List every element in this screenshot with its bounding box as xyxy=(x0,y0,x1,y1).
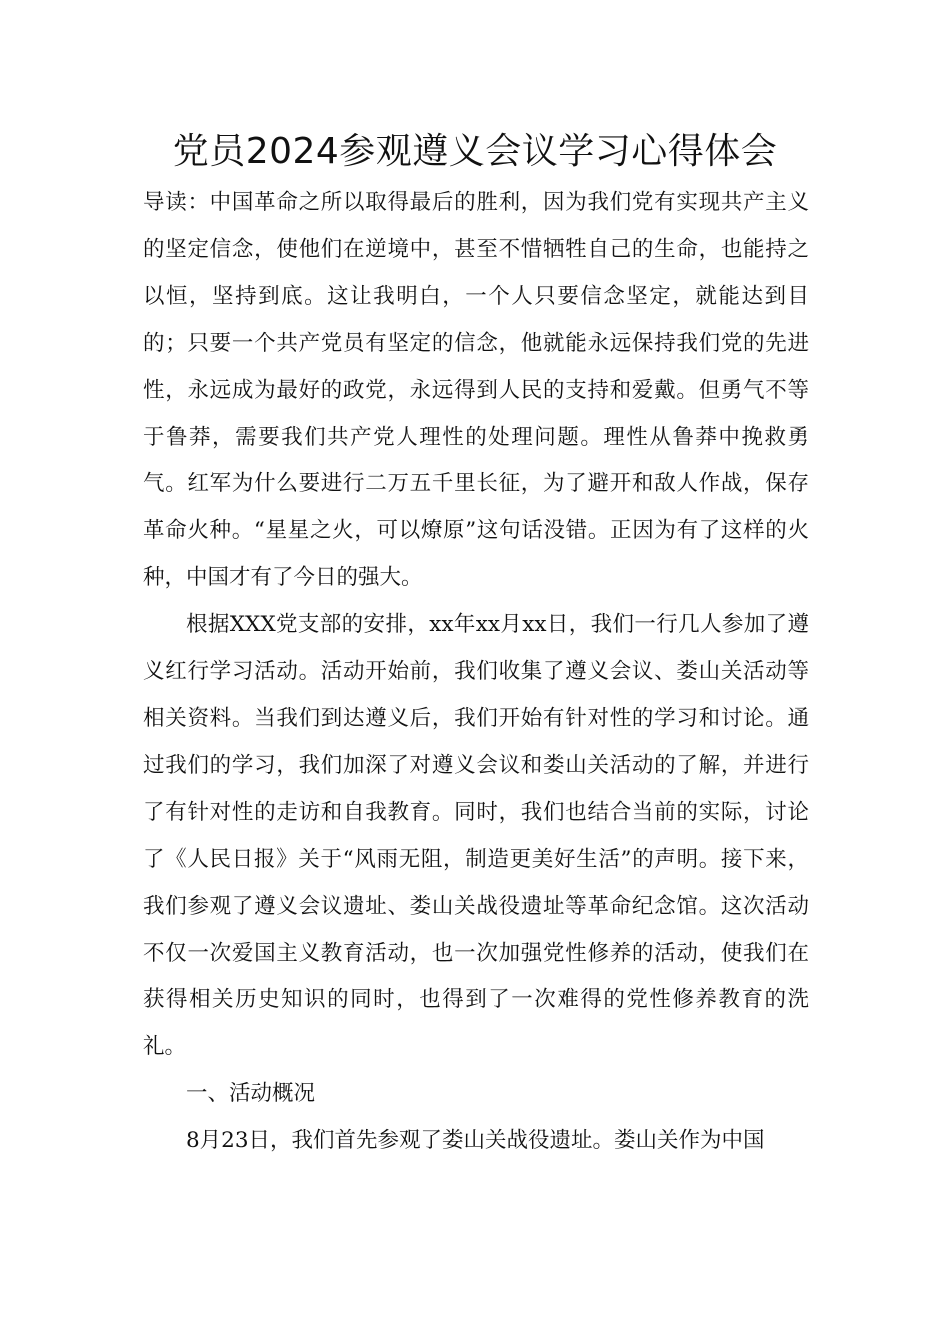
section-heading-overview: 一、活动概况 xyxy=(186,1081,316,1107)
paragraph-activity: 根据XXX党支部的安排，xx年xx月xx日，我们一行几人参加了遵义红行学习活动。活动开始前，我们收集了遵义会议、娄山关活动等相关资料。当我们到达遵义后，我们开始有针对性的学习和讨论。通过我们的学习，我们加深了对遵义会议和娄山关活动的了解，并进行了有针对性的走访和自我教育。同时，我们也结合当前的实际，讨论了《人民日报》关于“风雨无阻，制造更美好生活”的声明。接下来，我们参观了遵义会议遗址、娄山关战役遗址等革命纪念馆。这次活动不仅一次爱国主义教育活动，也一次加强党性修养的活动，使我们在获得相关历史知识的同时，也得到了一次难得的党性修养教育的洗礼。 xyxy=(143,612,809,1060)
document-body xyxy=(143,180,809,1165)
paragraph-intro: 导读：中国革命之所以取得最后的胜利，因为我们党有实现共产主义的坚定信念，使他们在逆境中，甚至不惜牺牲自己的生命，也能持之以恒，坚持到底。这让我明白，一个人只要信念坚定，就能达到目的；只要一个共产党员有坚定的信念，他就能永远保持我们党的先进性，永远成为最好的政党，永远得到人民的支持和爱戴。但勇气不等于鲁莽，需要我们共产党人理性的处理问题。理性从鲁莽中挽救勇气。红军为什么要进行二万五千里长征，为了避开和敌人作战，保存革命火种。“星星之火，可以燎原”这句话没错。正因为有了这样的火种，中国才有了今日的强大。 xyxy=(143,190,809,591)
document-title: 党员2024参观遵义会议学习心得体会 xyxy=(172,131,778,172)
paragraph-aug23: 8月23日，我们首先参观了娄山关战役遗址。娄山关作为中国 xyxy=(186,1128,765,1154)
